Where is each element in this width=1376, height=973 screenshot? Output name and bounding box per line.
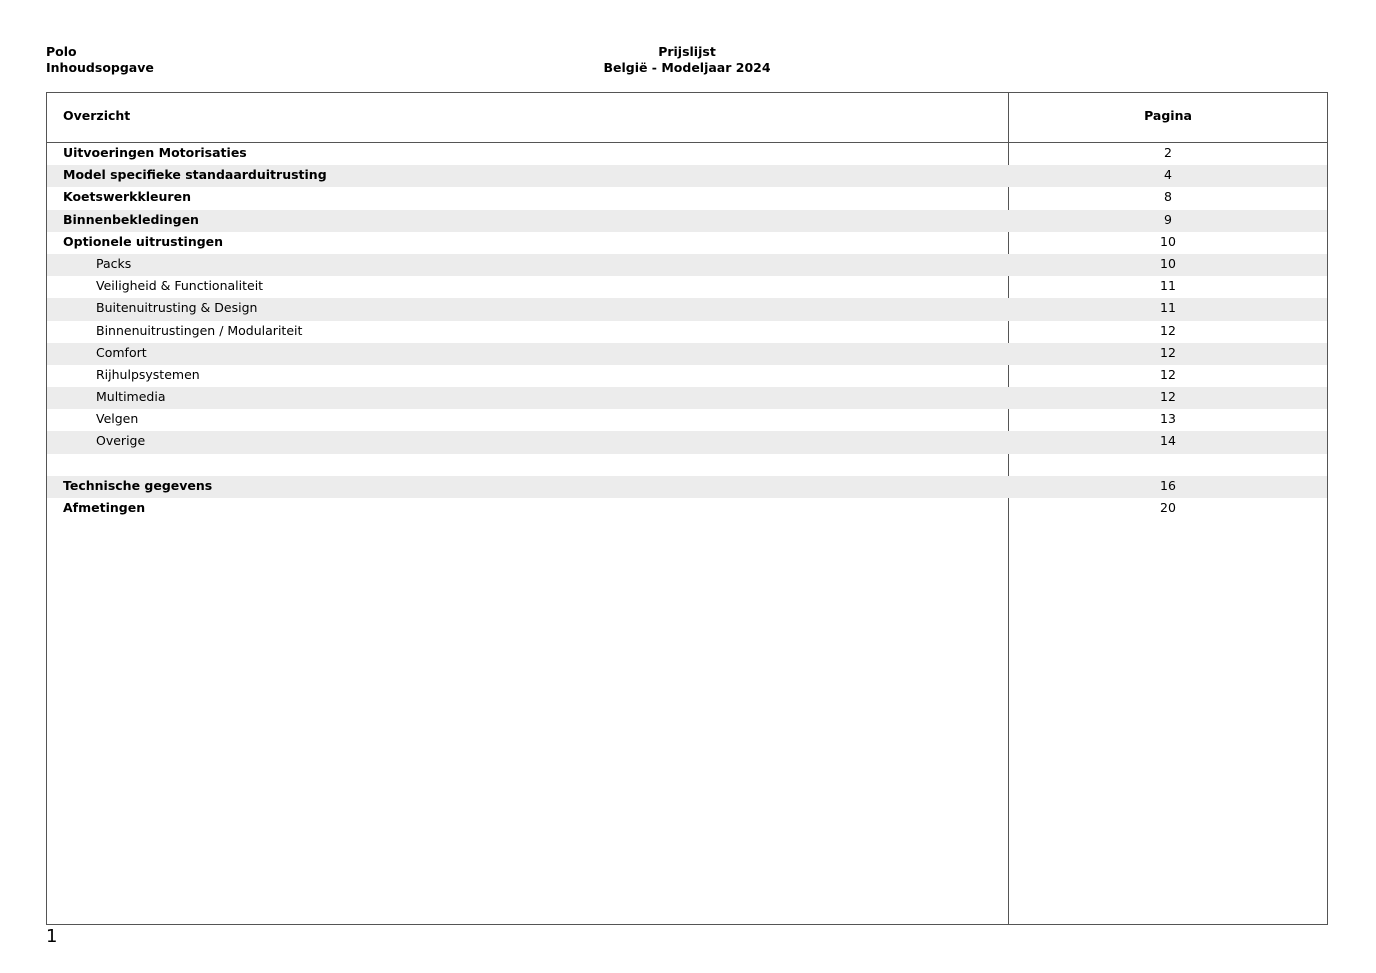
table-row bbox=[47, 254, 1327, 276]
row-label: Binnenuitrustingen / Modulariteit bbox=[96, 322, 303, 338]
row-page-number: 14 bbox=[1160, 433, 1176, 449]
row-page-number: 10 bbox=[1160, 255, 1176, 271]
page-number: 1 bbox=[46, 926, 58, 947]
table-row bbox=[47, 187, 1327, 209]
table-row bbox=[47, 454, 1327, 476]
row-label: Multimedia bbox=[96, 389, 166, 405]
row-label: Binnenbekledingen bbox=[63, 211, 199, 227]
column-header-page: Pagina bbox=[1144, 108, 1192, 123]
row-label: Technische gegevens bbox=[63, 477, 213, 493]
table-row bbox=[47, 298, 1327, 320]
row-label: Uitvoeringen Motorisaties bbox=[63, 145, 247, 160]
row-label: Optionele uitrustingen bbox=[63, 233, 224, 249]
row-page-number: 13 bbox=[1160, 411, 1176, 427]
table-row bbox=[47, 409, 1327, 431]
table-of-contents bbox=[46, 92, 1328, 925]
table-row bbox=[47, 387, 1327, 409]
table-row bbox=[47, 210, 1327, 232]
row-page-number: 4 bbox=[1164, 167, 1172, 183]
table-body bbox=[47, 143, 1327, 520]
row-page-number: 12 bbox=[1160, 389, 1176, 405]
document-header-left bbox=[46, 44, 154, 76]
row-label: Veiligheid & Functionaliteit bbox=[96, 278, 264, 294]
column-header-overview: Overzicht bbox=[63, 108, 131, 123]
row-label: Packs bbox=[96, 255, 132, 271]
row-page-number: 12 bbox=[1160, 366, 1176, 382]
row-label: Comfort bbox=[96, 344, 147, 360]
table-row bbox=[47, 343, 1327, 365]
document-title: Prijslijst bbox=[658, 44, 716, 59]
row-page-number: 2 bbox=[1164, 145, 1172, 160]
table-row bbox=[47, 476, 1327, 498]
row-page-number: 11 bbox=[1160, 300, 1176, 316]
document-header-center bbox=[587, 44, 787, 76]
row-page-number: 16 bbox=[1160, 477, 1176, 493]
row-page-number: 20 bbox=[1160, 500, 1176, 515]
row-page-number: 9 bbox=[1164, 211, 1172, 227]
table-row bbox=[47, 431, 1327, 453]
section-title: Inhoudsopgave bbox=[46, 60, 154, 75]
row-label: Overige bbox=[96, 433, 146, 449]
row-label: Model specifieke standaarduitrusting bbox=[63, 167, 327, 183]
table-row bbox=[47, 276, 1327, 298]
row-label: Afmetingen bbox=[63, 500, 146, 515]
row-page-number: 12 bbox=[1160, 344, 1176, 360]
document-subtitle: België - Modeljaar 2024 bbox=[603, 60, 771, 75]
row-page-number: 8 bbox=[1164, 189, 1172, 205]
table-row bbox=[47, 232, 1327, 254]
table-row bbox=[47, 321, 1327, 343]
row-label: Buitenuitrusting & Design bbox=[96, 300, 258, 316]
row-label: Velgen bbox=[96, 411, 139, 427]
table-row bbox=[47, 143, 1327, 165]
table-header bbox=[47, 93, 1327, 143]
row-page-number: 10 bbox=[1160, 233, 1176, 249]
row-page-number: 11 bbox=[1160, 278, 1176, 294]
model-name: Polo bbox=[46, 44, 77, 59]
row-label: Rijhulpsystemen bbox=[96, 366, 200, 382]
table-row bbox=[47, 365, 1327, 387]
row-label: Koetswerkkleuren bbox=[63, 189, 191, 205]
row-page-number: 12 bbox=[1160, 322, 1176, 338]
table-row bbox=[47, 165, 1327, 187]
table-row bbox=[47, 498, 1327, 520]
